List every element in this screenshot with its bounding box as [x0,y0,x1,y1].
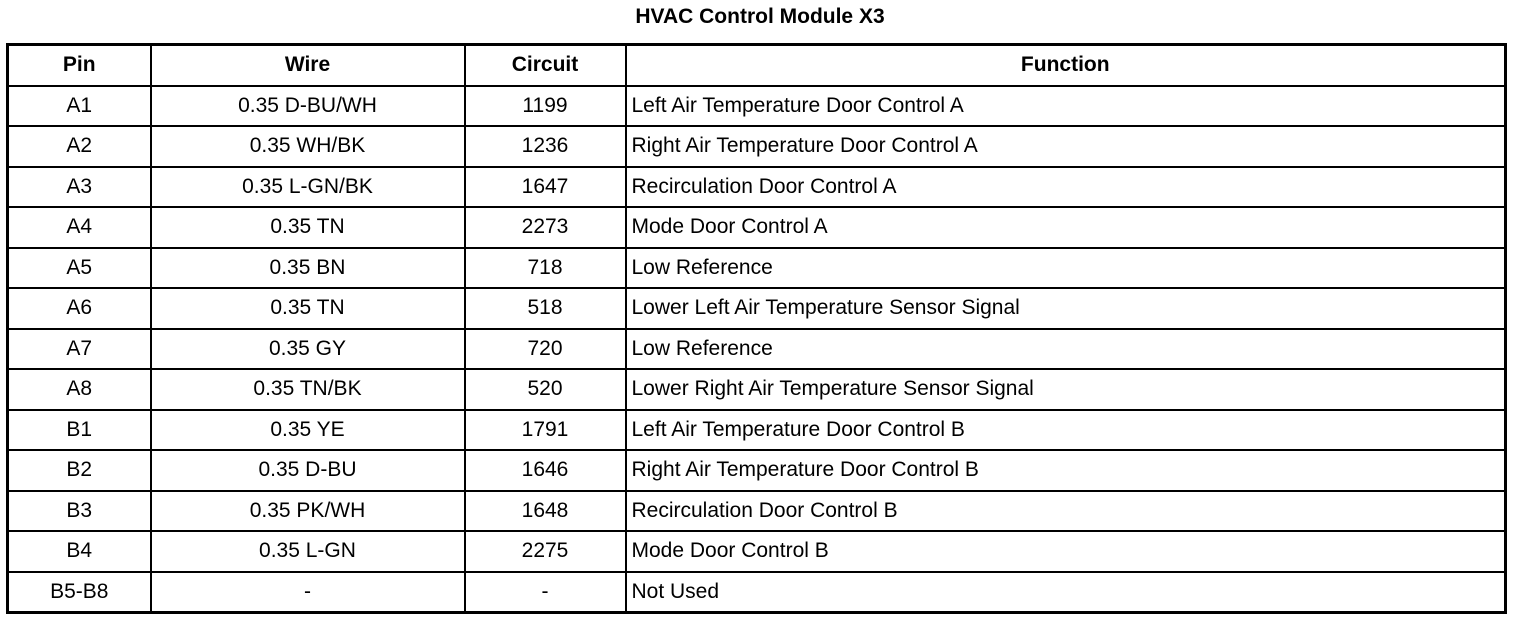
function-cell: Lower Right Air Temperature Sensor Signal [626,369,1506,410]
table-row [8,248,1506,289]
column-header-function: Function [626,45,1506,86]
circuit-cell: 1236 [465,126,626,167]
column-header-wire: Wire [151,45,465,86]
wire-cell: 0.35 L-GN/BK [151,167,465,208]
pin-cell: B3 [8,491,151,532]
table-row [8,572,1506,613]
pin-cell: B4 [8,531,151,572]
circuit-cell: 1647 [465,167,626,208]
pin-cell: A6 [8,288,151,329]
function-cell: Recirculation Door Control B [626,491,1506,532]
wire-cell: 0.35 BN [151,248,465,289]
wire-cell: 0.35 D-BU [151,450,465,491]
circuit-cell: 518 [465,288,626,329]
function-cell: Lower Left Air Temperature Sensor Signal [626,288,1506,329]
function-cell: Mode Door Control B [626,531,1506,572]
pin-cell: B1 [8,410,151,451]
table-row [8,288,1506,329]
circuit-cell: 520 [465,369,626,410]
wire-cell: 0.35 D-BU/WH [151,86,465,127]
table-row [8,491,1506,532]
wire-cell: 0.35 L-GN [151,531,465,572]
pin-cell: B2 [8,450,151,491]
table-row [8,126,1506,167]
table-row [8,531,1506,572]
circuit-cell: 1791 [465,410,626,451]
page-title: HVAC Control Module X3 [635,5,885,28]
table-row [8,410,1506,451]
wire-cell: 0.35 TN [151,207,465,248]
pinout-table [6,43,1507,614]
table-row [8,86,1506,127]
column-header-circuit: Circuit [465,45,626,86]
wire-cell: 0.35 TN/BK [151,369,465,410]
circuit-cell: - [465,572,626,613]
table-row [8,450,1506,491]
pin-cell: A3 [8,167,151,208]
pin-cell: A4 [8,207,151,248]
wire-cell: 0.35 PK/WH [151,491,465,532]
circuit-cell: 1648 [465,491,626,532]
wire-cell: 0.35 GY [151,329,465,370]
pin-cell: A5 [8,248,151,289]
pin-cell: B5-B8 [8,572,151,613]
function-cell: Low Reference [626,248,1506,289]
function-cell: Right Air Temperature Door Control B [626,450,1506,491]
wire-cell: 0.35 TN [151,288,465,329]
wire-cell: - [151,572,465,613]
wire-cell: 0.35 YE [151,410,465,451]
table-row [8,167,1506,208]
circuit-cell: 718 [465,248,626,289]
table-row [8,369,1506,410]
function-cell: Not Used [626,572,1506,613]
function-cell: Low Reference [626,329,1506,370]
wire-cell: 0.35 WH/BK [151,126,465,167]
function-cell: Right Air Temperature Door Control A [626,126,1506,167]
pin-cell: A1 [8,86,151,127]
table-row [8,329,1506,370]
pin-cell: A8 [8,369,151,410]
column-header-pin: Pin [8,45,151,86]
circuit-cell: 2273 [465,207,626,248]
pin-cell: A2 [8,126,151,167]
function-cell: Left Air Temperature Door Control B [626,410,1506,451]
function-cell: Left Air Temperature Door Control A [626,86,1506,127]
table-row [8,207,1506,248]
circuit-cell: 2275 [465,531,626,572]
circuit-cell: 1199 [465,86,626,127]
circuit-cell: 1646 [465,450,626,491]
function-cell: Mode Door Control A [626,207,1506,248]
function-cell: Recirculation Door Control A [626,167,1506,208]
pin-cell: A7 [8,329,151,370]
header-row [8,45,1506,86]
circuit-cell: 720 [465,329,626,370]
